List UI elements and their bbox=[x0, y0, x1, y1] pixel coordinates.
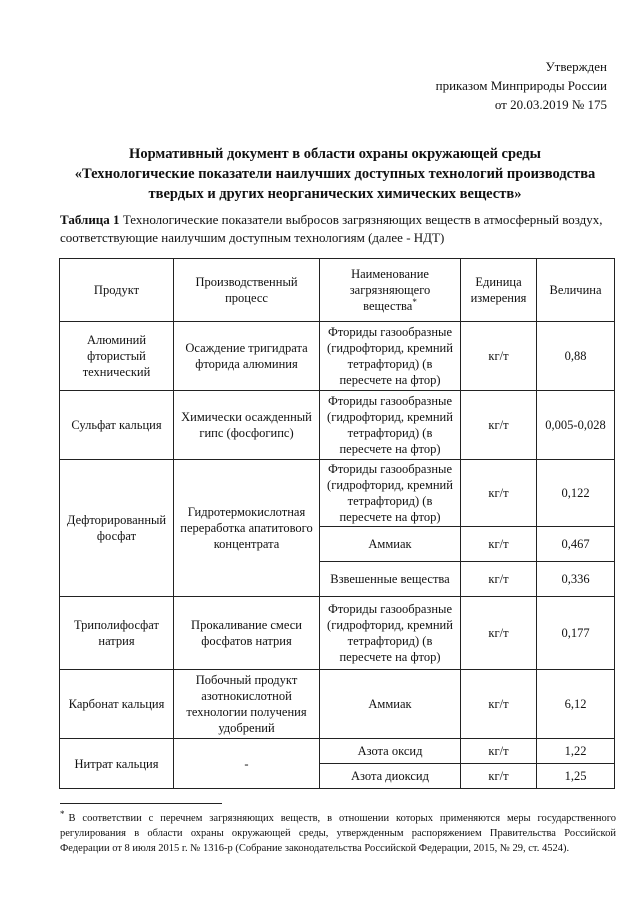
header-unit: Единица измерения bbox=[461, 259, 537, 322]
approval-line-3: от 20.03.2019 № 175 bbox=[494, 97, 607, 112]
cell-product: Алюминий фтористый технический bbox=[60, 322, 174, 391]
approval-line-1: Утвержден bbox=[545, 59, 607, 74]
table-row bbox=[60, 670, 615, 739]
footnote bbox=[60, 808, 616, 856]
header-product: Продукт bbox=[60, 259, 174, 322]
cell-value: 0,467 bbox=[537, 527, 615, 562]
cell-unit: кг/т bbox=[461, 391, 537, 460]
cell-unit: кг/т bbox=[461, 739, 537, 764]
document-title bbox=[50, 144, 620, 204]
title-line-3: твердых и других неорганических химических веществ» bbox=[148, 186, 522, 202]
cell-product: Триполифосфат натрия bbox=[60, 597, 174, 670]
cell-unit: кг/т bbox=[461, 322, 537, 391]
title-line-1: Нормативный документ в области охраны окружающей среды bbox=[129, 146, 541, 162]
approval-line-2: приказом Минприроды России bbox=[435, 78, 607, 93]
header-substance-mark: * bbox=[412, 296, 417, 307]
table-row bbox=[60, 597, 615, 670]
cell-substance: Фториды газообразные (гидрофторид, кремний тетрафторид) (в пересчете на фтор) bbox=[320, 460, 461, 527]
cell-process: Осаждение тригидрата фторида алюминия bbox=[174, 322, 320, 391]
header-substance-text: Наименование загрязняющего вещества bbox=[349, 267, 431, 313]
title-line-2: «Технологические показатели наилучших доступных технологий производства bbox=[74, 166, 596, 182]
table-caption bbox=[60, 211, 618, 247]
header-process: Производственный процесс bbox=[174, 259, 320, 322]
cell-product: Дефторированный фосфат bbox=[60, 460, 174, 597]
cell-process: - bbox=[174, 739, 320, 789]
footnote-text: В соответствии с перечнем загрязняющих веществ, в отношении которых применяются меры государственного регулирования в области охраны окружающей среды, утвержденным распоряжением Правительства Российской Федерации от 8 июля 2015 г. № 1316-р (Собрание законодательства Российской Федерации, 2015, № 29, ст. 4524). bbox=[60, 813, 616, 854]
cell-substance: Аммиак bbox=[320, 527, 461, 562]
header-value: Величина bbox=[537, 259, 615, 322]
footnote-separator bbox=[60, 803, 222, 804]
table-header-row bbox=[60, 259, 615, 322]
approval-block bbox=[436, 57, 607, 114]
cell-product: Нитрат кальция bbox=[60, 739, 174, 789]
cell-substance: Аммиак bbox=[320, 670, 461, 739]
cell-process: Химически осажденный гипс (фосфогипс) bbox=[174, 391, 320, 460]
footnote-mark: * bbox=[60, 808, 65, 819]
table-row bbox=[60, 739, 615, 764]
cell-substance: Фториды газообразные (гидрофторид, кремний тетрафторид) (в пересчете на фтор) bbox=[320, 597, 461, 670]
cell-process: Гидротермокислотная переработка апатитового концентрата bbox=[174, 460, 320, 597]
table-caption-label: Таблица 1 bbox=[60, 212, 120, 227]
cell-substance: Взвешенные вещества bbox=[320, 562, 461, 597]
cell-value: 0,88 bbox=[537, 322, 615, 391]
cell-process: Прокаливание смеси фосфатов натрия bbox=[174, 597, 320, 670]
cell-value: 1,25 bbox=[537, 764, 615, 789]
cell-substance: Фториды газообразные (гидрофторид, кремний тетрафторид) (в пересчете на фтор) bbox=[320, 322, 461, 391]
cell-value: 6,12 bbox=[537, 670, 615, 739]
table-row bbox=[60, 391, 615, 460]
cell-unit: кг/т bbox=[461, 460, 537, 527]
cell-unit: кг/т bbox=[461, 764, 537, 789]
cell-substance: Азота оксид bbox=[320, 739, 461, 764]
cell-value: 0,177 bbox=[537, 597, 615, 670]
cell-product: Карбонат кальция bbox=[60, 670, 174, 739]
table-row bbox=[60, 460, 615, 527]
cell-substance: Фториды газообразные (гидрофторид, кремний тетрафторид) (в пересчете на фтор) bbox=[320, 391, 461, 460]
table-row bbox=[60, 322, 615, 391]
cell-substance: Азота диоксид bbox=[320, 764, 461, 789]
cell-unit: кг/т bbox=[461, 527, 537, 562]
cell-value: 0,336 bbox=[537, 562, 615, 597]
cell-product: Сульфат кальция bbox=[60, 391, 174, 460]
header-substance bbox=[320, 259, 461, 322]
emissions-table bbox=[59, 258, 615, 789]
cell-unit: кг/т bbox=[461, 562, 537, 597]
cell-unit: кг/т bbox=[461, 670, 537, 739]
cell-value: 0,122 bbox=[537, 460, 615, 527]
cell-unit: кг/т bbox=[461, 597, 537, 670]
cell-value: 1,22 bbox=[537, 739, 615, 764]
table-caption-text: Технологические показатели выбросов загрязняющих веществ в атмосферный воздух, соответствующие наилучшим доступным технологиям (далее - НДТ) bbox=[60, 212, 603, 245]
cell-process: Побочный продукт азотнокислотной технологии получения удобрений bbox=[174, 670, 320, 739]
cell-value: 0,005-0,028 bbox=[537, 391, 615, 460]
